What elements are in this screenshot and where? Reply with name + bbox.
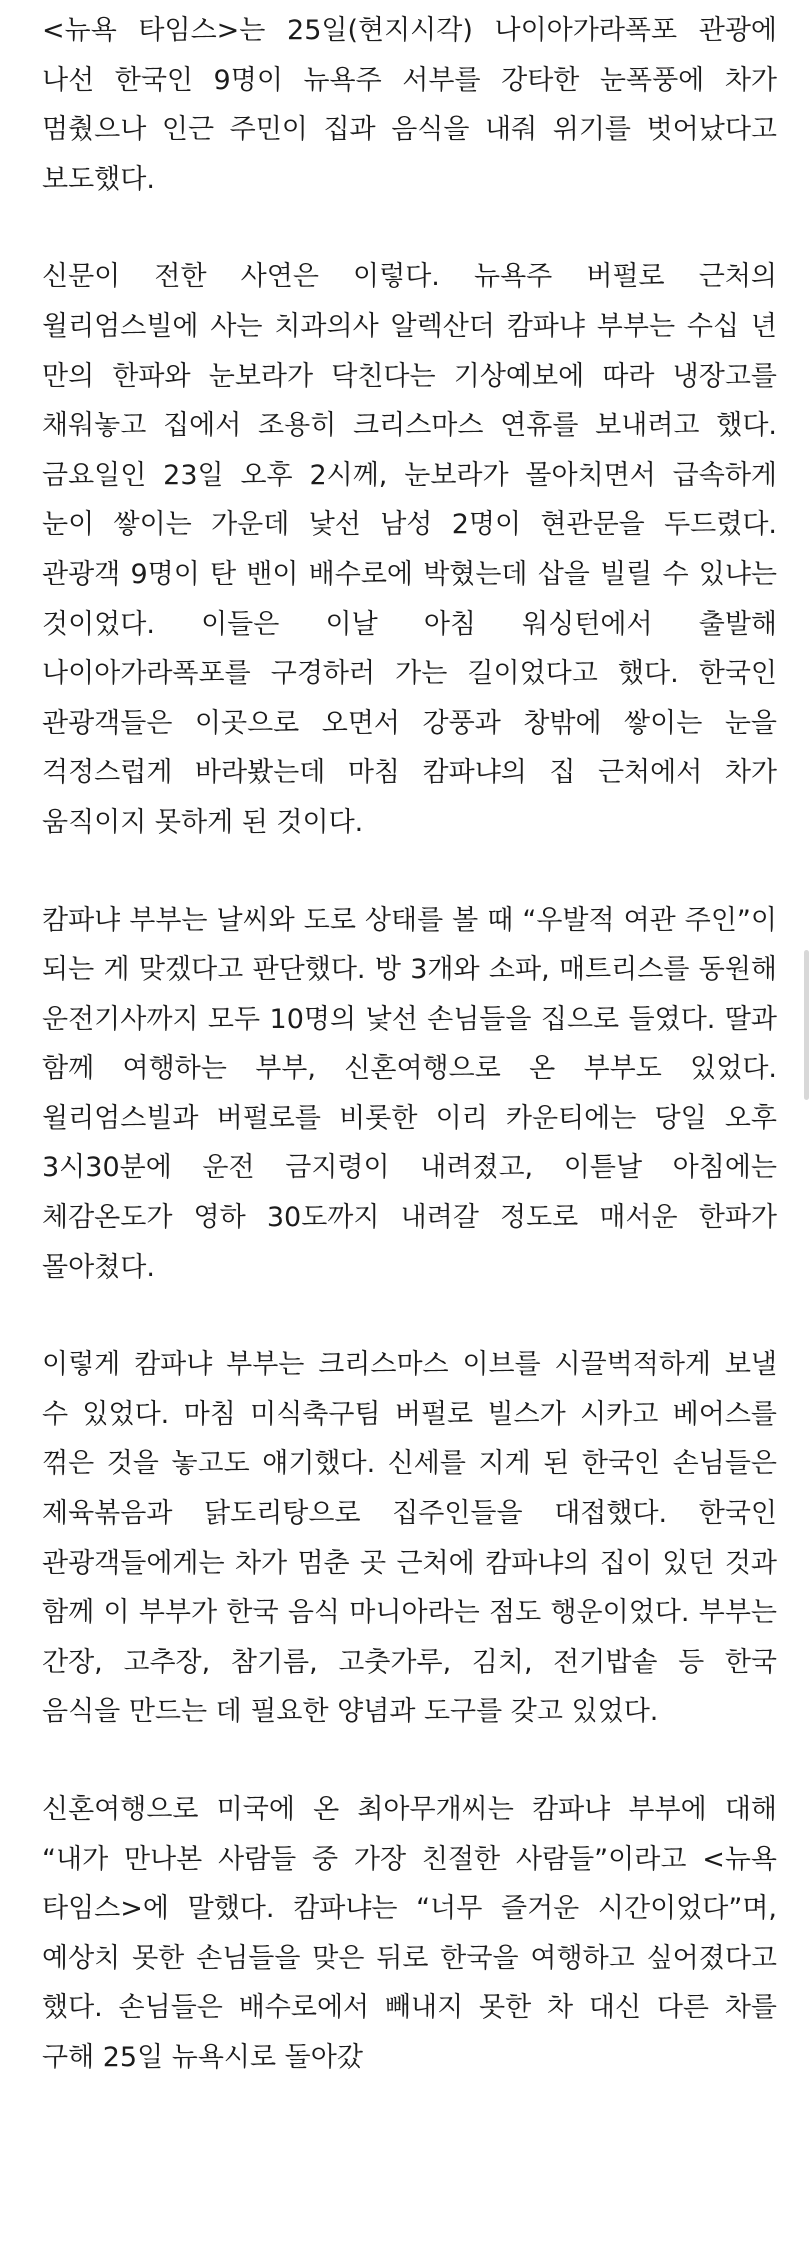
article-paragraph-4: 이렇게 캄파냐 부부는 크리스마스 이브를 시끌벅적하게 보낼 수 있었다. 마침 미식축구팀 버펄로 빌스가 시카고 베어스를 꺾은 것을 놓고도 얘기했다. 신세를 지게 된 한국인 손님들은 제육볶음과 닭도리탕으로 집주인들을 대접했다. 한국인 관광객들에게는 차가 멈춘 곳 근처에 캄파냐의 집이 있던 것과 함께 이 부부가 한국 음식 마니아라는 점도 행운이었다. 부부는 간장, 고추장, 참기름, 고춧가루, 김치, 전기밥솥 등 한국 음식을 만드는 데 필요한 양념과 도구를 갖고 있었다. bbox=[42, 1349, 777, 1728]
article-body bbox=[42, 6, 777, 2131]
article-paragraph-5: 신혼여행으로 미국에 온 최아무개씨는 캄파냐 부부에 대해 “내가 만나본 사람들 중 가장 친절한 사람들”이라고 <뉴욕 타임스>에 말했다. 캄파냐는 “너무 즐거운 시간이었다”며, 예상치 못한 손님들을 맞은 뒤로 한국을 여행하고 싶어졌다고 했다. 손님들은 배수로에서 빼내지 못한 차 대신 다른 차를 구해 25일 뉴욕시로 돌아갔 bbox=[42, 1794, 777, 2073]
scrollbar-thumb[interactable] bbox=[804, 950, 809, 1100]
article-paragraph-3: 캄파냐 부부는 날씨와 도로 상태를 볼 때 “우발적 여관 주인”이 되는 게 맞겠다고 판단했다. 방 3개와 소파, 매트리스를 동원해 운전기사까지 모두 10명의 낯선 손님들을 집으로 들였다. 딸과 함께 여행하는 부부, 신혼여행으로 온 부부도 있었다. 윌리엄스빌과 버펄로를 비롯한 이리 카운티에는 당일 오후 3시30분에 운전 금지령이 내려졌고, 이튿날 아침에는 체감온도가 영하 30도까지 내려갈 정도로 매서운 한파가 몰아쳤다. bbox=[42, 904, 777, 1283]
article-paragraph-1: <뉴욕 타임스>는 25일(현지시각) 나이아가라폭포 관광에 나선 한국인 9명이 뉴욕주 서부를 강타한 눈폭풍에 차가 멈췄으나 인근 주민이 집과 음식을 내줘 위기를 벗어났다고 보도했다. bbox=[42, 15, 777, 195]
article-paragraph-2: 신문이 전한 사연은 이렇다. 뉴욕주 버펄로 근처의 윌리엄스빌에 사는 치과의사 알렉산더 캄파냐 부부는 수십 년 만의 한파와 눈보라가 닥친다는 기상예보에 따라 냉장고를 채워놓고 집에서 조용히 크리스마스 연휴를 보내려고 했다. 금요일인 23일 오후 2시께, 눈보라가 몰아치면서 급속하게 눈이 쌓이는 가운데 낯선 남성 2명이 현관문을 두드렸다. 관광객 9명이 탄 밴이 배수로에 박혔는데 삽을 빌릴 수 있냐는 것이었다. 이들은 이날 아침 워싱턴에서 출발해 나이아가라폭포를 구경하러 가는 길이었다고 했다. 한국인 관광객들은 이곳으로 오면서 강풍과 창밖에 쌓이는 눈을 걱정스럽게 바라봤는데 마침 캄파냐의 집 근처에서 차가 움직이지 못하게 된 것이다. bbox=[42, 261, 777, 838]
